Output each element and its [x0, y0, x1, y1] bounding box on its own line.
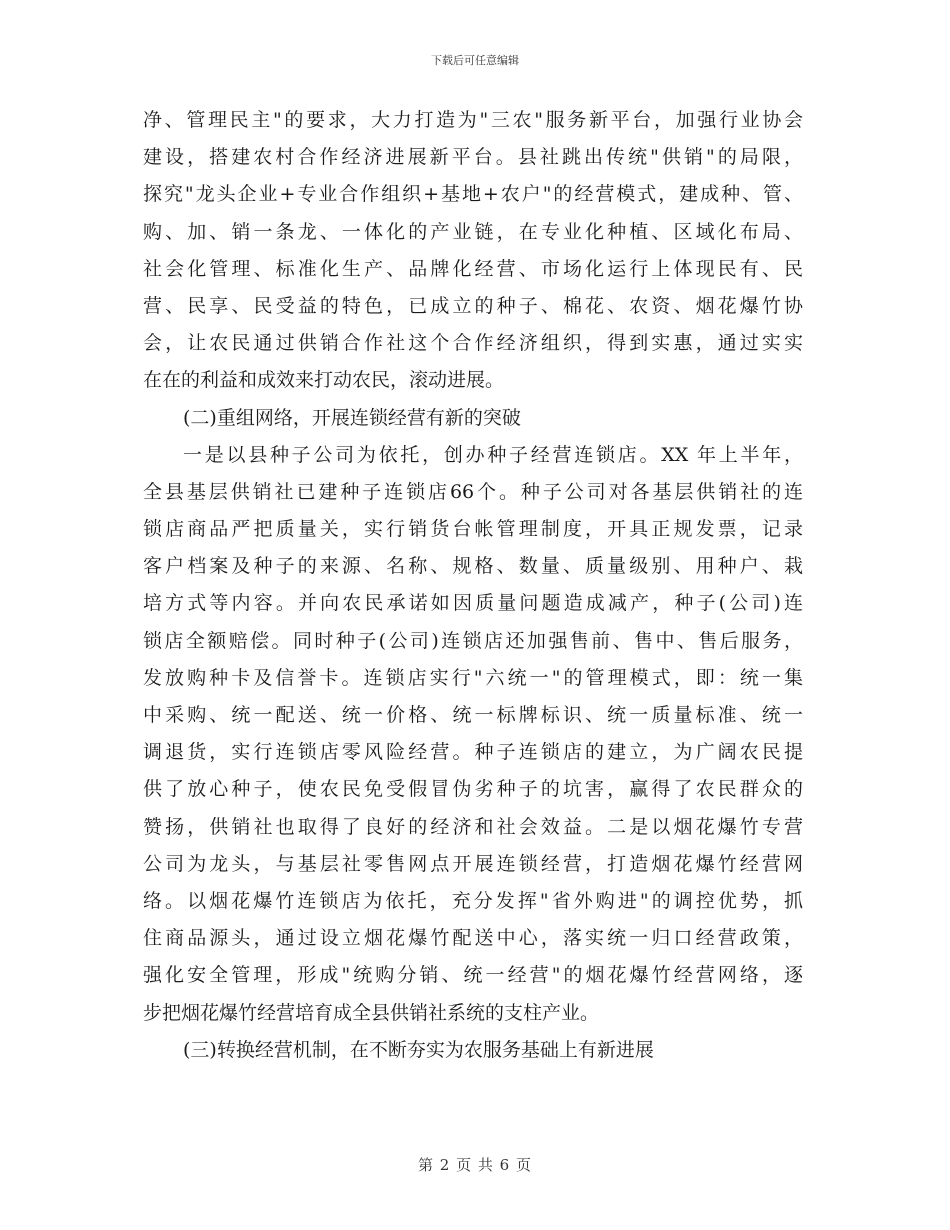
text-line: 步把烟花爆竹经营培育成全县供销社系统的支柱产业。 [143, 1001, 600, 1024]
text-line: 社会化管理、标准化生产、品牌化经营、市场化运行上体现民有、民 [143, 257, 803, 280]
text-line: 锁店全额赔偿。同时种子(公司)连锁店还加强售前、售中、售后服务， [143, 629, 803, 652]
text-line: 供了放心种子，使农民免受假冒伪劣种子的坑害，赢得了农民群众的 [143, 778, 803, 801]
text-line: 络。以烟花爆竹连锁店为依托，充分发挥"省外购进"的调控优势，抓 [143, 889, 803, 912]
text-line: 培方式等内容。并向农民承诺如因质量问题造成减产，种子(公司)连 [143, 592, 803, 615]
document-body [143, 102, 803, 1069]
text-line: 净、管理民主"的要求，大力打造为"三农"服务新平台，加强行业协会 [143, 109, 803, 131]
text-line: 购、加、销一条龙、一体化的产业链，在专业化种植、区域化布局、 [143, 220, 803, 243]
text-line: 公司为龙头，与基层社零售网点开展连锁经营，打造烟花爆竹经营网 [143, 852, 803, 875]
text-line: 探究"龙头企业+专业合作组织+基地+农户"的经营模式，建成种、管、 [143, 183, 803, 206]
text-line: 发放购种卡及信誉卡。连锁店实行"六统一"的管理模式，即：统一集 [143, 666, 803, 689]
text-line: 客户档案及种子的来源、名称、规格、数量、质量级别、用种户、栽 [143, 555, 803, 578]
text-line: 营、民享、民受益的特色，已成立的种子、棉花、农资、烟花爆竹协 [143, 294, 803, 317]
text-line: 会，让农民通过供销合作社这个合作经济组织，得到实惠，通过实实 [143, 332, 803, 355]
text-line: 在在的利益和成效来打动农民，滚动进展。 [143, 369, 505, 392]
text-line: 强化安全管理，形成"统购分销、统一经营"的烟花爆竹经营网络，逐 [143, 964, 803, 987]
text-line: 调退货，实行连锁店零风险经营。种子连锁店的建立，为广阔农民提 [143, 741, 803, 764]
text-line: 全县基层供销社已建种子连锁店66个。种子公司对各基层供销社的连 [143, 480, 803, 503]
text-line: 锁店商品严把质量关，实行销货台帐管理制度，开具正规发票，记录 [143, 518, 803, 541]
text-line: 中采购、统一配送、统一价格、统一标牌标识、统一质量标准、统一 [143, 704, 803, 726]
text-line: 建设，搭建农村合作经济进展新平台。县社跳出传统"供销"的局限， [143, 146, 803, 169]
text-line: 一是以县种子公司为依托，创办种子经营连锁店。XX 年上半年， [183, 443, 803, 466]
page-header-note: 下载后可任意编辑 [431, 54, 519, 67]
section-heading: (二)重组网络，开展连锁经营有新的突破 [183, 406, 521, 429]
text-line: 赞扬，供销社也取得了良好的经济和社会效益。二是以烟花爆竹专营 [143, 815, 803, 838]
section-heading: (三)转换经营机制，在不断夯实为农服务基础上有新进展 [183, 1038, 654, 1061]
page-number: 第 2 页 共 6 页 [418, 1156, 532, 1174]
text-line: 住商品源头，通过设立烟花爆竹配送中心，落实统一归口经营政策， [143, 927, 803, 950]
